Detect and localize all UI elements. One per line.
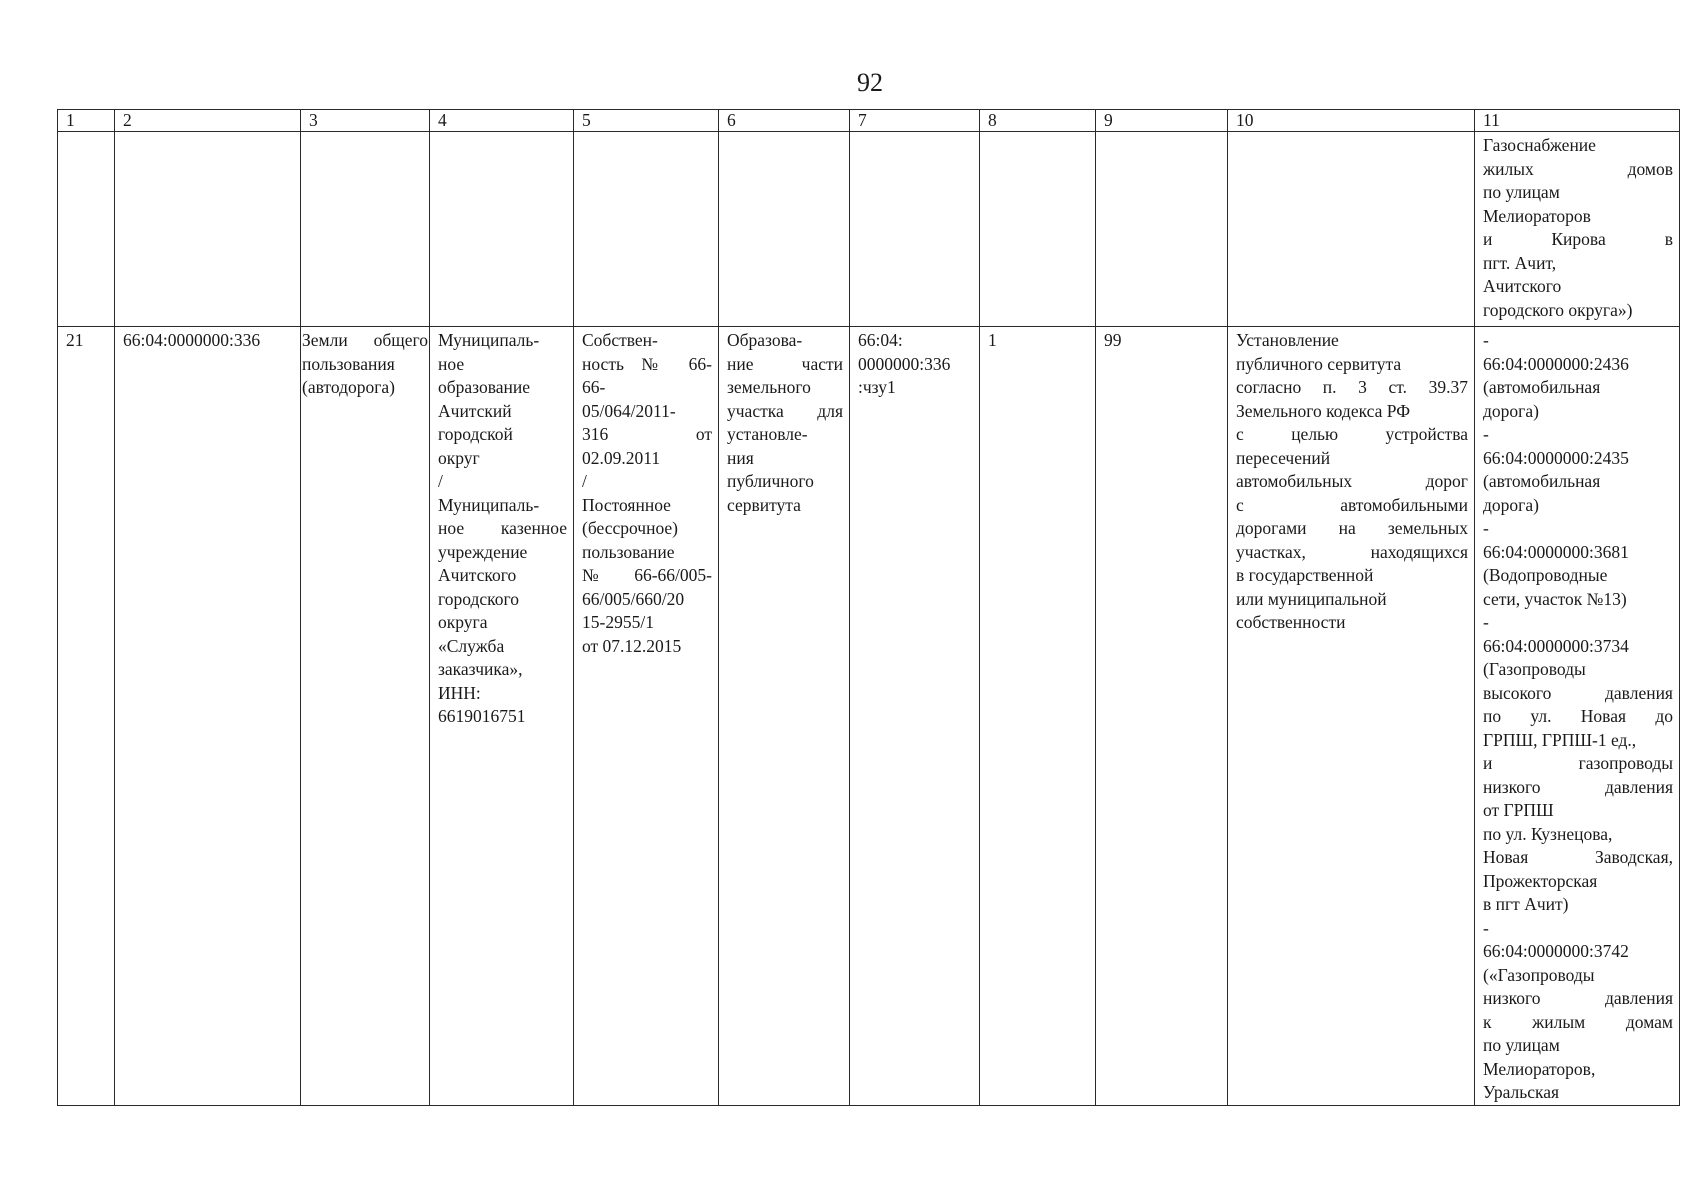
cell-line: автомобильных дорог: [1236, 471, 1468, 491]
cell-line: Прожекторская: [1483, 870, 1598, 891]
header-col-6: 6: [719, 110, 850, 132]
cell: [850, 132, 980, 327]
cell: [115, 132, 301, 327]
cell-line: жилых домов: [1483, 158, 1673, 179]
cell-line: Муниципаль-: [438, 494, 540, 515]
cell-line: высокого давления: [1483, 682, 1673, 703]
cell-line: по улицам: [1483, 1035, 1560, 1055]
cell-line: 66:04:0000000:3734: [1483, 635, 1629, 656]
cell-line: округа: [438, 612, 488, 632]
header-col-10: 10: [1228, 110, 1475, 132]
cell-line: 66-: [582, 377, 606, 397]
cell-line: ность № 66-: [582, 353, 712, 374]
cell-line: Новая Заводская,: [1483, 847, 1673, 867]
cell-line: заказчика»,: [438, 659, 523, 679]
header-col-2: 2: [115, 110, 301, 132]
cell-line: по ул. Новая до: [1483, 706, 1673, 726]
cell-line: (бессрочное): [582, 518, 679, 538]
cell-line: и газопроводы: [1483, 753, 1673, 773]
cell-line: (автомобильная: [1483, 377, 1601, 397]
cell: [574, 132, 719, 327]
cell-line: установле-: [727, 424, 808, 444]
cell-line: по ул. Кузнецова,: [1483, 823, 1613, 844]
cell: [980, 132, 1096, 327]
cell-line: дорога): [1483, 400, 1539, 421]
cell-line: публичного: [727, 471, 814, 491]
cell-line: «Служба: [438, 635, 505, 656]
cell-line: к жилым домам: [1483, 1011, 1673, 1032]
cell-line: дорога): [1483, 494, 1539, 515]
header-col-1: 1: [58, 110, 115, 132]
cell-part-designation: [850, 327, 980, 1106]
cell-line: земельного: [727, 377, 811, 397]
header-col-3: 3: [301, 110, 430, 132]
cell-line: учреждение: [438, 541, 528, 562]
cell-line: собственности: [1236, 612, 1346, 632]
cell-line: Земли общего: [302, 330, 428, 350]
cell-line: согласно п. 3 ст. 39.37: [1236, 377, 1468, 397]
cell-line: с целью устройства: [1236, 424, 1468, 444]
cell-line: участка для: [727, 400, 843, 421]
cell-cadastral-number: 66:04:0000000:336: [115, 327, 301, 1106]
cell-line: 66:04:0000000:3681: [1483, 541, 1629, 562]
cell-line: :чзу1: [858, 377, 896, 397]
cell-line: Муниципаль-: [438, 330, 540, 350]
cell-line: Постоянное: [582, 494, 671, 515]
cell-line: (Водопроводные: [1483, 565, 1608, 585]
cell-rights: [574, 327, 719, 1106]
header-col-8: 8: [980, 110, 1096, 132]
cell-line: публичного сервитута: [1236, 353, 1402, 374]
cell-line: Установление: [1236, 330, 1339, 350]
cell-line: ное: [438, 353, 465, 374]
cell-line: от ГРПШ: [1483, 800, 1554, 820]
cell-line: ГРПШ, ГРПШ-1 ед.,: [1483, 729, 1637, 750]
cell-line: городского: [438, 588, 520, 609]
cell-line: или муниципальной: [1236, 588, 1387, 609]
cell-line: (Газопроводы: [1483, 659, 1586, 679]
cell: [430, 132, 574, 327]
cell-land-category: [301, 327, 430, 1106]
cell-line: Ачитского: [1483, 276, 1562, 296]
header-col-7: 7: [850, 110, 980, 132]
cell-line: сервитута: [727, 494, 801, 515]
register-table: [57, 109, 1680, 1106]
cell-intersected-parcels: [1475, 327, 1680, 1106]
cell-line: Мелиораторов,: [1483, 1058, 1596, 1079]
cell-purpose: [719, 327, 850, 1106]
cell-line: низкого давления: [1483, 988, 1673, 1008]
cell-line: -: [1483, 518, 1489, 538]
cell-line: округ: [438, 447, 480, 468]
table-header-row: [58, 110, 1680, 132]
cell-line: Газоснабжение: [1483, 135, 1596, 155]
cell-line: в пгт Ачит): [1483, 894, 1569, 914]
header-col-5: 5: [574, 110, 719, 132]
cell-servitude-reason: [1228, 327, 1475, 1106]
cell-line: -: [1483, 612, 1489, 632]
cell-line: -: [1483, 424, 1489, 444]
cell-line: ИНН:: [438, 682, 481, 703]
cell-line: 02.09.2011: [582, 447, 661, 468]
cell-line: (автодорога): [302, 377, 396, 397]
cell-line: 15-2955/1: [582, 612, 654, 632]
cell-line: 66/005/660/20: [582, 588, 685, 609]
cell-col-8: 1: [980, 327, 1096, 1106]
page-number: 92: [857, 68, 883, 97]
cell: [1228, 132, 1475, 327]
cell-owner: [430, 327, 574, 1106]
header-col-9: 9: [1096, 110, 1228, 132]
cell-line: городского округа»): [1483, 299, 1633, 320]
cell-col-9: 99: [1096, 327, 1228, 1106]
cell-col11-continuation: [1475, 132, 1680, 327]
cell-line: /: [438, 471, 443, 491]
cell-line: от 07.12.2015: [582, 635, 682, 656]
cell-line: 66:04:: [858, 330, 903, 350]
cell-line: 66:04:0000000:3742: [1483, 941, 1629, 961]
header-col-4: 4: [430, 110, 574, 132]
cell-line: Образова-: [727, 330, 803, 350]
cell: [719, 132, 850, 327]
cell-line: по улицам: [1483, 182, 1560, 202]
cell-line: пгт. Ачит,: [1483, 252, 1557, 273]
cell-line: городской: [438, 424, 513, 444]
cell: [58, 132, 115, 327]
cell-line: («Газопроводы: [1483, 964, 1595, 985]
cell-line: Земельного кодекса РФ: [1236, 400, 1411, 421]
cell-line: 0000000:336: [858, 353, 951, 374]
cell-line: сети, участок №13): [1483, 588, 1627, 609]
cell-line: Уральская: [1483, 1082, 1560, 1102]
cell-line: участках, находящихся: [1236, 541, 1468, 562]
cell-line: низкого давления: [1483, 776, 1673, 797]
cell: [301, 132, 430, 327]
cell-line: дорогами на земельных: [1236, 518, 1468, 538]
cell-line: 05/064/2011-: [582, 400, 676, 421]
cell-row-number: 21: [58, 327, 115, 1106]
cell-line: № 66-66/005-: [582, 565, 712, 585]
cell-line: в государственной: [1236, 565, 1374, 585]
cell-line: Ачитский: [438, 400, 512, 421]
cell-line: 6619016751: [438, 706, 526, 726]
cell-line: пользование: [582, 541, 675, 562]
header-col-11: 11: [1475, 110, 1680, 132]
cell-line: /: [582, 471, 587, 491]
cell-line: 316 от: [582, 424, 712, 444]
cell-line: пересечений: [1236, 447, 1331, 468]
cell-line: ние части: [727, 353, 843, 374]
cell-line: ное казенное: [438, 518, 567, 538]
table-row-21: [58, 327, 1680, 1106]
cell-line: -: [1483, 330, 1489, 350]
cell-line: Собствен-: [582, 330, 658, 350]
cell-line: образование: [438, 377, 531, 397]
cell-line: пользования: [302, 353, 395, 374]
cell-line: 66:04:0000000:2436: [1483, 353, 1629, 374]
cell-line: -: [1483, 917, 1489, 938]
table-row-continuation: [58, 132, 1680, 327]
cell: [1096, 132, 1228, 327]
cell-line: ния: [727, 447, 754, 468]
cell-line: (автомобильная: [1483, 471, 1601, 491]
cell-line: Ачитского: [438, 565, 517, 585]
cell-line: Мелиораторов: [1483, 205, 1591, 226]
cell-line: 66:04:0000000:2435: [1483, 447, 1629, 468]
cell-line: с автомобильными: [1236, 494, 1468, 515]
cell-line: и Кирова в: [1483, 229, 1673, 249]
